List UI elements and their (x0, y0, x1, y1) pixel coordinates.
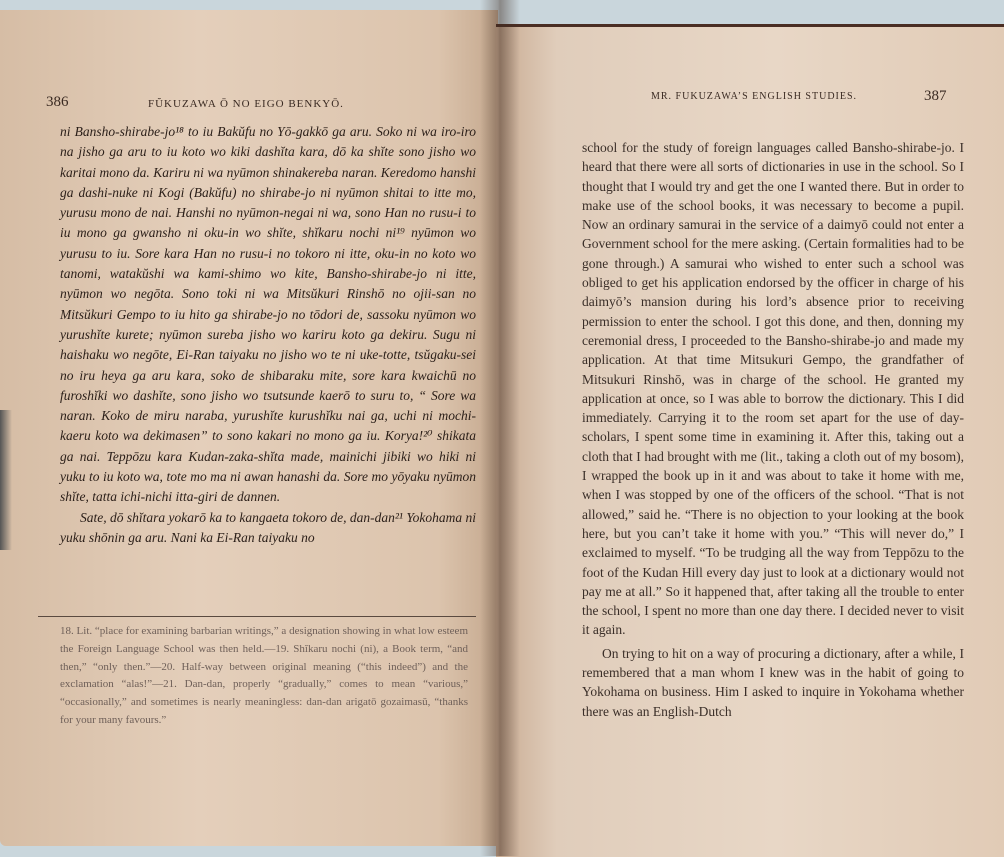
book-spine-shadow (480, 0, 520, 856)
right-page (496, 24, 1004, 857)
page-number: 387 (924, 88, 947, 104)
left-page (0, 10, 498, 846)
footnote-divider (38, 616, 476, 617)
main-text (582, 138, 964, 721)
paragraph: school for the study of foreign languages called Bansho-shirabe-jo. I heard that there were all sorts of dictionaries in use in the school. So I thought that I would try and get the one I wanted there. But in order to make use of the school books, it was necessary to become a pupil. Now an ordinary samurai in the service of a daimyō could not enter a Government school for the mere asking. (Certain formalities had to be gone through.) A samurai who wished to enter such a school was obliged to get his application endorsed by the officer in charge of his daimyō’s mansion during his lord’s absence prior to receiving permission to enter the school. I got this done, and then, donning my ceremonial dress, I proceeded to the Bansho-shirabe-jo and made my application. At that time Mitsukuri Gempo, the grandfather of Mitsukuri Rinshō, was in charge of the school. He granted my application at once, so I was able to borrow the dictionary. This I did immediately. Carrying it to the room set apart for the use of day-scholars, I spent some time in examining it. After this, taking out a cloth that I had brought with me (lit., taking a cloth out of my bosom), I wrapped the book up in it and was about to take it home with me, when I was stopped by one of the officers of the school. “That is not allowed,” said he. “There is no objection to your looking at the book here, but you can’t take it home with you.” “This will never do,” I exclaimed to myself. “To be trudging all the way from Teppōzu to the foot of the Kudan Hill every day just to look at a dictionary would not pay me at all.” So it happened that, after taking all the trouble to enter the school, I spent no more than one day there. I decided never to visit it again. (582, 140, 964, 638)
main-text (60, 122, 476, 548)
paragraph: ni Bansho-shirabe-jo¹⁸ to iu Bakŭfu no Yō-gakkō ga aru. Soko ni wa iro-iro na jisho ga aru to iu koto wo kiki dashĭta kara, dō ka shĭte sono jisho wo karitai mono da. Kariru ni wa nyūmon shinakereba naran. Keredomo hanshi ga dashi-nuke ni Kogi (Bakŭfu) no shirabe-jo ni nyūmon shitai to itte mo, yurusu mono de nai. Hanshi no nyūmon-negai ni wa, sono Han no rusu-i to iu mono ga gwansho ni oku-in wo shĭte, shĭkaru nochi ni¹⁹ nyūmon wo yurusu to iu. Sore kara Han no rusu-i no tokoro ni itte, oku-in no koto wo tanomi, watakŭshi wa kami-shimo wo kite, Bansho-shirabe-jo ni itte, nyūmon wo negōta. Sono toki ni wa Mitsŭkuri Rinshō no ojii-san no Mitsŭkuri Gempo to iu hito ga shirabe-jo no tōdori de, sassoku nyūmon wo yurushĭte kurete; nyūmon sureba jisho wo kariru koto ga dekiru. Sugu ni haishaku wo negōte, Ei-Ran taiyaku no jisho wo te ni uke-totte, tsŭgaku-sei no iru heya ga aru kara, soko de shibaraku mite, sore kara kwaichū no furoshĭki wo dashĭte, sono jisho wo tsutsunde kaerō to suru to, “ Sore wa naran. Koko de miru naraba, yurushĭte kurushĭku nai ga, uchi ni mochi-kaeru koto wa dekimasen” to sono kakari no mono ga iu. Korya!²⁰ shikata ga nai. Teppōzu kara Kudan-zaka-shĭta made, mainichi jibiki wo hiki ni yuku to iu koto wa, tote mo ma ni awan hanashi da. Sore mo yōyaku nyūmon shĭte, tatta ichi-nichi itta-giri de dannen. (60, 124, 476, 505)
page-number: 386 (46, 94, 69, 110)
paragraph: On trying to hit on a way of procuring a dictionary, after a while, I remembered that a man whom I knew was in the habit of going to Yokohama on business. Him I asked to inquire in Yokohama whether there was an English-Dutch (582, 645, 964, 719)
footnotes: 18. Lit. “place for examining barbarian writings,” a designation showing in what low esteem the Foreign Language School was then held.—19. Shĭkaru nochi (ni), a Book term, “and then,” “only then.”—20. Half-way between original meaning (“this indeed”) and the exclamation “alas!”—21. Dan-dan, properly “gradually,” comes to mean “various,” “occasionally,” and sometimes is nearly meaningless: dan-dan arigatō gozaimasŭ, “thanks for your many favours.” (60, 625, 468, 726)
running-head: FŬKUZAWA Ō NO EIGO BENKYŌ. (148, 98, 344, 110)
paragraph: Sate, dō shĭtara yokarō ka to kangaeta tokoro de, dan-dan²¹ Yokohama ni yuku shōnin ga aru. Nani ka Ei-Ran taiyaku no (60, 509, 476, 545)
running-head: MR. FUKUZAWA’S ENGLISH STUDIES. (651, 91, 858, 102)
page-edge-shadow (0, 410, 12, 550)
